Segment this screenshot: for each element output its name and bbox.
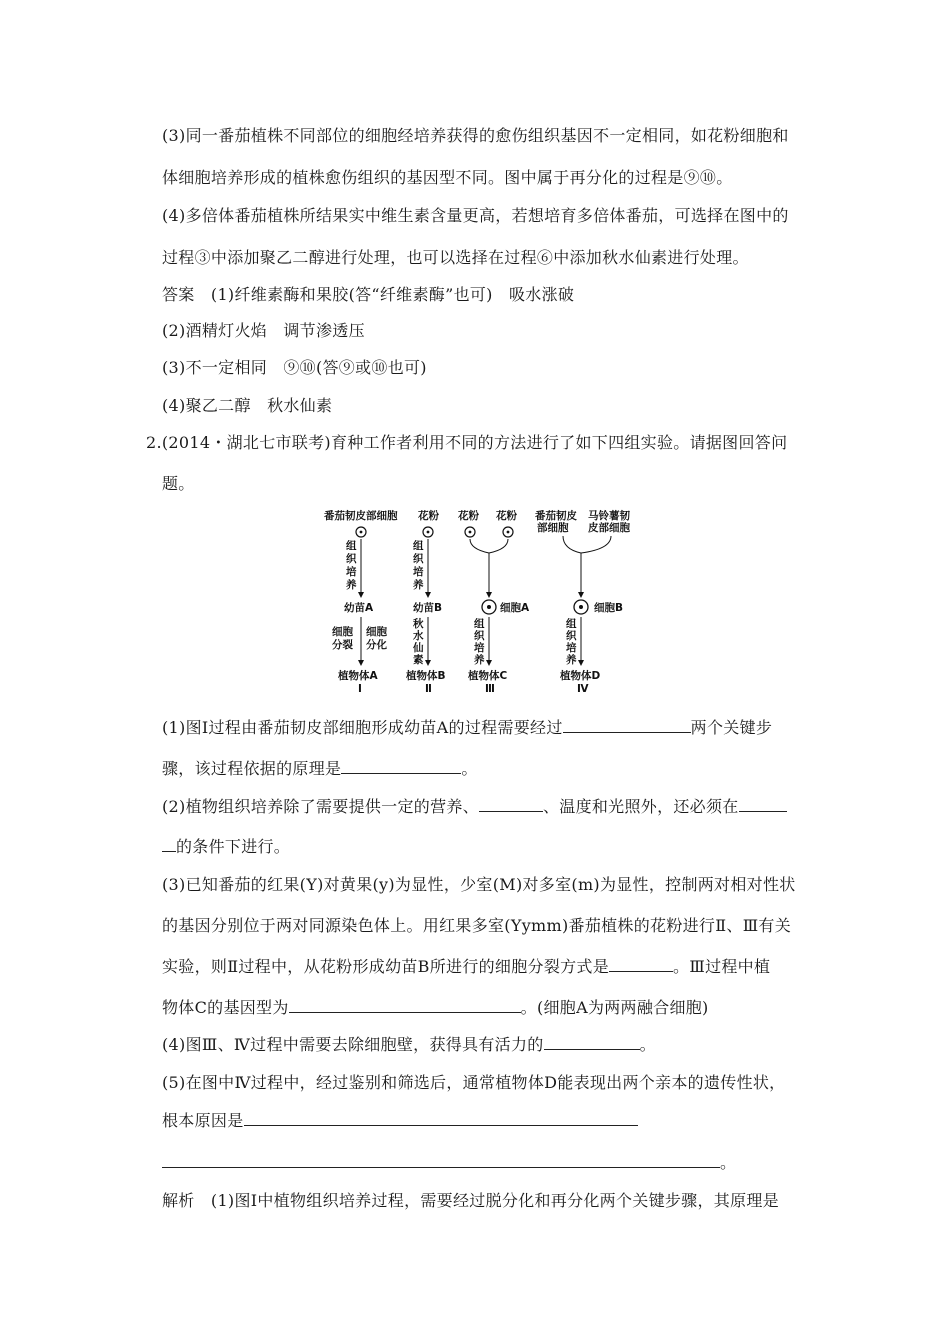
- label-col1-top: 番茄韧皮部细胞: [324, 510, 398, 522]
- answer-blank[interactable]: [162, 1153, 720, 1168]
- svg-text:养: 养: [566, 654, 577, 666]
- answer-blank[interactable]: [341, 759, 461, 774]
- svg-text:织: 织: [346, 553, 357, 565]
- question-2-4: (4)图Ⅲ、Ⅳ过程中需要去除细胞壁，获得具有活力的 。: [162, 1035, 656, 1054]
- label-colchicine: 秋: [413, 618, 424, 630]
- svg-text:组: 组: [413, 540, 424, 552]
- svg-text:织: 织: [474, 630, 485, 642]
- text-line: (3)同一番茄植株不同部位的细胞经培养获得的愈伤组织基因不一定相同，如花粉细胞和: [162, 126, 789, 145]
- question-2-title: 2.(2014・湖北七市联考)育种工作者利用不同的方法进行了如下四组实验。请据图回答问: [146, 433, 788, 452]
- answer-blank[interactable]: [544, 1035, 640, 1050]
- analysis-line: 解析 (1)图Ⅰ中植物组织培养过程，需要经过脱分化和再分化两个关键步骤，其原理是: [162, 1191, 779, 1210]
- label-roman-3: Ⅲ: [485, 683, 495, 695]
- label-roman-1: Ⅰ: [358, 683, 362, 695]
- svg-text:分裂: 分裂: [332, 639, 353, 651]
- svg-text:培: 培: [413, 566, 424, 578]
- question-2-1-cont: 骤，该过程依据的原理是 。: [162, 759, 478, 778]
- svg-text:织: 织: [566, 630, 577, 642]
- question-2-title-cont: 题。: [162, 474, 195, 493]
- label-plant-c: 植物体C: [468, 670, 508, 682]
- answer-line: (4)聚乙二醇 秋水仙素: [162, 396, 333, 415]
- question-2-1: (1)图Ⅰ过程由番茄韧皮部细胞形成幼苗A的过程需要经过 两个关键步: [162, 718, 773, 737]
- label-cell-division: 细胞: [332, 626, 353, 638]
- label-col4-top-a1: 番茄韧皮: [535, 510, 577, 522]
- answer-blank[interactable]: [162, 837, 176, 852]
- answer-heading: 答案 (1)纤维素酶和果胶(答“纤维素酶”也可) 吸水涨破: [162, 285, 575, 304]
- svg-text:培: 培: [566, 642, 577, 654]
- label-plant-d: 植物体D: [560, 670, 601, 682]
- question-2-5-cont: 。: [162, 1153, 736, 1173]
- label-tissue-culture: 组: [346, 540, 357, 552]
- question-2-2-cont: 的条件下进行。: [162, 837, 290, 857]
- svg-text:织: 织: [413, 553, 424, 565]
- answer-line: (3)不一定相同 ⑨⑩(答⑨或⑩也可): [162, 358, 427, 377]
- label-roman-4: Ⅳ: [577, 683, 589, 695]
- text-line: 体细胞培养形成的植株愈伤组织的基因型不同。图中属于再分化的过程是⑨⑩。: [162, 168, 733, 187]
- svg-text:水: 水: [413, 630, 424, 642]
- breeding-diagram: [318, 505, 648, 695]
- label-plant-a: 植物体A: [338, 670, 378, 682]
- answer-line: (2)酒精灯火焰 调节渗透压: [162, 321, 365, 340]
- svg-text:组: 组: [566, 618, 577, 630]
- text-line: (4)多倍体番茄植株所结果实中维生素含量更高，若想培育多倍体番茄，可选择在图中的: [162, 206, 789, 225]
- svg-text:养: 养: [346, 579, 357, 591]
- question-2-5: (5)在图中Ⅳ过程中，经过鉴别和筛选后，通常植物体D能表现出两个亲本的遗传性状，: [162, 1073, 786, 1092]
- answer-blank[interactable]: [739, 797, 787, 812]
- label-col4-top-b2: 皮部细胞: [588, 522, 630, 534]
- label-cell-differentiation: 细胞: [366, 626, 387, 638]
- label-seedling-a: 幼苗A: [344, 602, 374, 614]
- question-2-3-cont: 的基因分别位于两对同源染色体上。用红果多室(Yymm)番茄植株的花粉进行Ⅱ、Ⅲ有关: [162, 916, 792, 935]
- answer-blank[interactable]: [609, 957, 673, 972]
- question-2-2: (2)植物组织培养除了需要提供一定的营养、 、温度和光照外，还必须在: [162, 797, 787, 817]
- label-col3-top-b: 花粉: [496, 510, 517, 522]
- svg-text:培: 培: [474, 642, 485, 654]
- answer-blank[interactable]: [479, 797, 543, 812]
- label-cell-b: 细胞B: [594, 602, 624, 614]
- question-2-5-cont: 根本原因是: [162, 1111, 638, 1131]
- svg-text:培: 培: [346, 566, 357, 578]
- label-roman-2: Ⅱ: [425, 683, 432, 695]
- label-seedling-b: 幼苗B: [413, 602, 443, 614]
- question-2-3: (3)已知番茄的红果(Y)对黄果(y)为显性，少室(M)对多室(m)为显性，控制两对相对性状: [162, 875, 796, 894]
- svg-text:素: 素: [413, 654, 424, 666]
- question-2-3-cont: 物体C的基因型为 。(细胞A为两两融合细胞): [162, 998, 709, 1017]
- label-cell-a: 细胞A: [500, 602, 530, 614]
- svg-text:仙: 仙: [413, 642, 424, 654]
- answer-blank[interactable]: [244, 1111, 638, 1126]
- label-col4-top-a2: 部细胞: [537, 522, 569, 534]
- answer-blank[interactable]: [289, 998, 521, 1013]
- svg-text:养: 养: [413, 579, 424, 591]
- svg-text:分化: 分化: [366, 639, 387, 651]
- answer-blank[interactable]: [563, 718, 691, 733]
- label-col3-top-a: 花粉: [458, 510, 479, 522]
- label-col2-top: 花粉: [418, 510, 439, 522]
- label-col4-top-b1: 马铃薯韧: [588, 510, 630, 522]
- svg-text:组: 组: [474, 618, 485, 630]
- text-line: 过程③中添加聚乙二醇进行处理，也可以选择在过程⑥中添加秋水仙素进行处理。: [162, 248, 749, 267]
- svg-text:养: 养: [474, 654, 485, 666]
- question-2-3-cont: 实验，则Ⅱ过程中，从花粉形成幼苗B所进行的细胞分裂方式是 。Ⅲ过程中植: [162, 957, 771, 976]
- label-plant-b: 植物体B: [406, 670, 446, 682]
